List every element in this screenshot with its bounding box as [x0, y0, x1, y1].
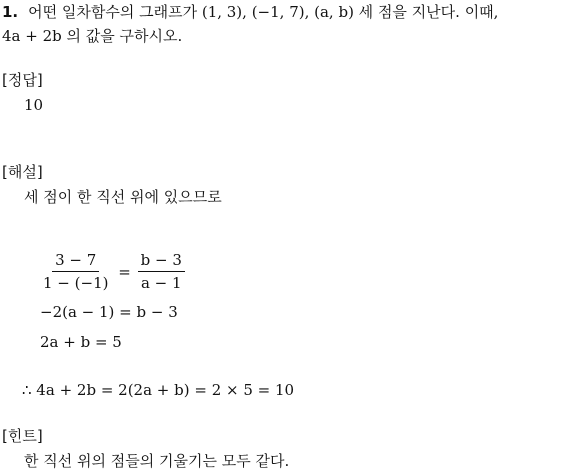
hint-text: 한 직선 위의 점들의 기울기는 모두 같다.	[24, 452, 290, 470]
explanation-step-3: 2a + b = 5	[40, 333, 122, 351]
question-line-1	[2, 2, 498, 22]
fraction-right	[138, 250, 185, 293]
hint-label: [힌트]	[2, 427, 43, 445]
answer-value: 10	[24, 96, 44, 114]
question-number: 1.	[2, 3, 19, 21]
explanation-intro: 세 점이 한 직선 위에 있으므로	[24, 188, 222, 206]
question-text-1: 어떤 일차함수의 그래프가 (1, 3), (−1, 7), (a, b) 세 점을 지난다. 이때,	[28, 3, 499, 21]
fraction-right-denominator: a − 1	[140, 274, 182, 292]
fraction-left-denominator: 1 − (−1)	[43, 274, 109, 292]
fraction-left	[40, 250, 111, 293]
equals-sign: =	[118, 262, 131, 281]
question-text-2: 4a + 2b 의 값을 구하시오.	[2, 27, 183, 45]
explanation-conclusion: ∴ 4a + 2b = 2(2a + b) = 2 × 5 = 10	[22, 381, 295, 399]
fraction-left-numerator: 3 − 7	[52, 250, 99, 272]
fraction-right-numerator: b − 3	[138, 250, 185, 272]
explanation-label: [해설]	[2, 163, 43, 181]
fraction-equation	[40, 250, 185, 293]
answer-label: [정답]	[2, 71, 43, 89]
explanation-step-2: −2(a − 1) = b − 3	[40, 303, 178, 321]
